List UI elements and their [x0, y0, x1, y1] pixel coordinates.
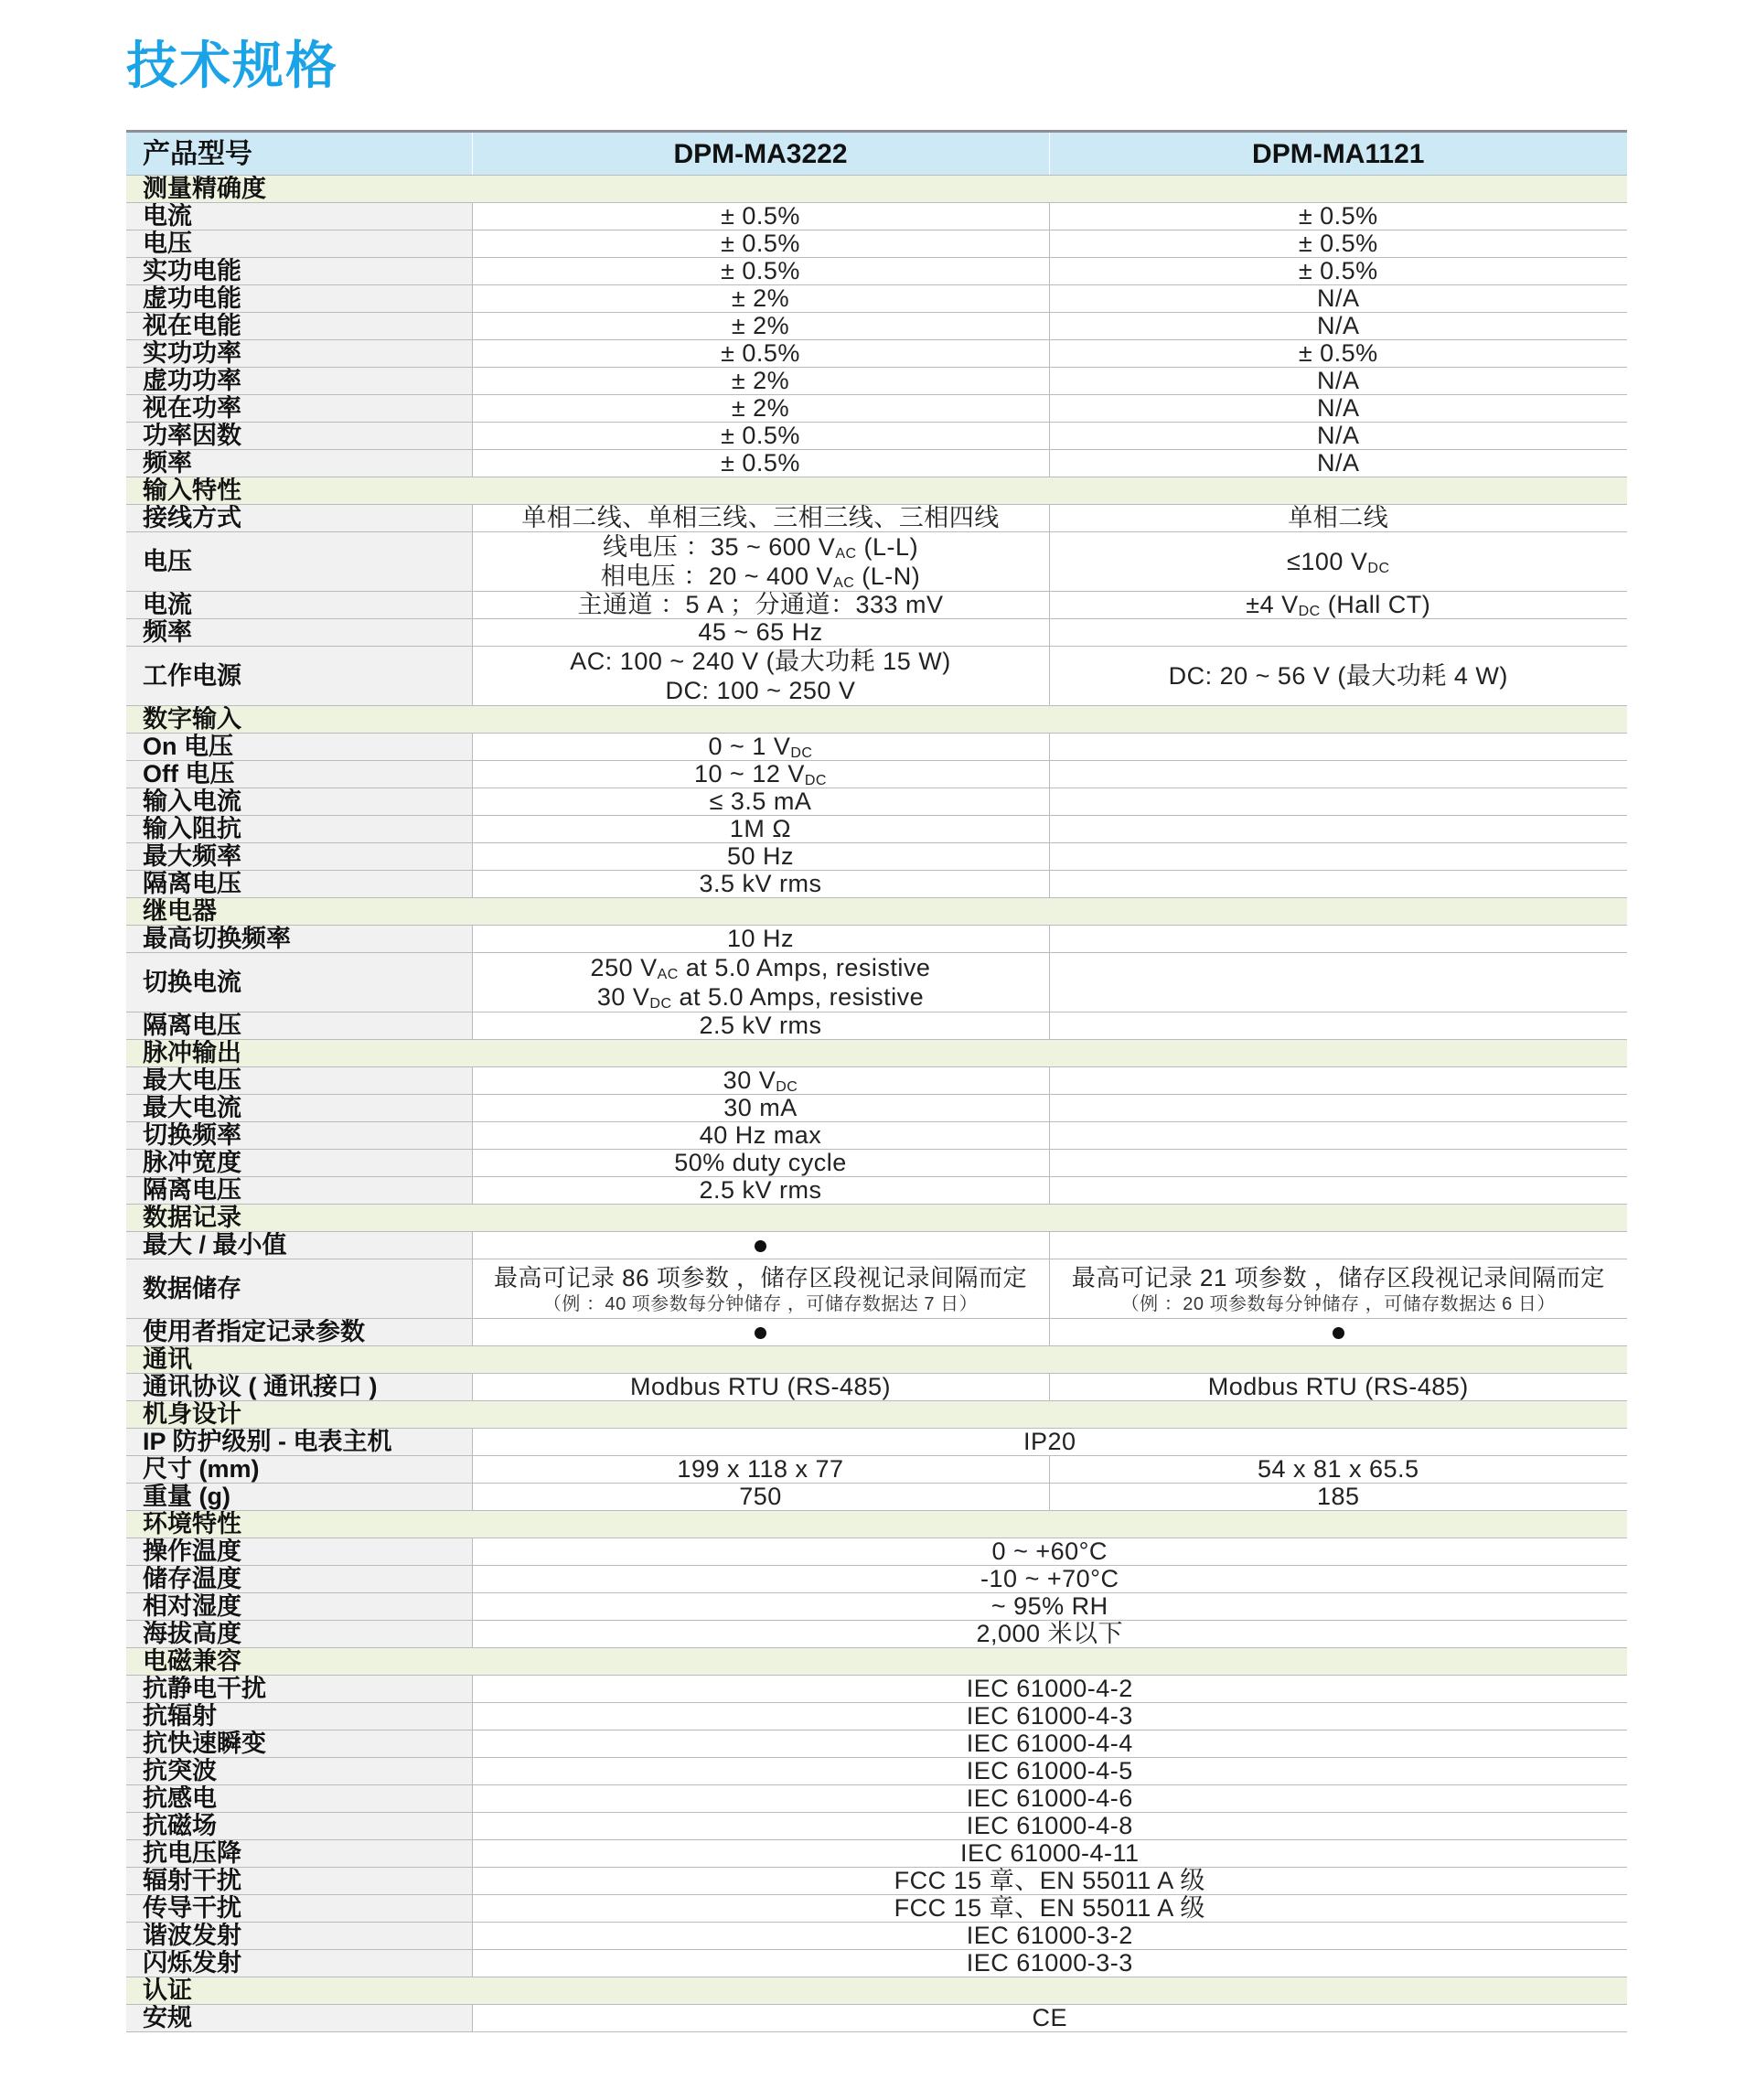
model-a-header: DPM-MA3222: [472, 132, 1049, 176]
row-label: 切换电流: [126, 953, 472, 1012]
text: (Hall CT): [1320, 591, 1431, 618]
section-input-title: 输入特性: [126, 477, 1627, 505]
value-b: [1049, 619, 1627, 647]
text: 相电压 ：20 ~ 400 V: [600, 562, 834, 590]
table-row: [126, 1923, 1627, 1950]
table-row: [126, 203, 1627, 230]
value-span: IEC 61000-4-5: [472, 1758, 1627, 1785]
value-line: 最高可记录 21 项参数 ，储存区段视记录间隔而定: [1071, 1264, 1605, 1291]
row-label: 虚功功率: [126, 368, 472, 395]
value-span: 0 ~ +60°C: [472, 1538, 1627, 1566]
subscript: DC: [804, 773, 827, 788]
subscript: DC: [776, 1079, 798, 1095]
bullet-dot-icon: [755, 1240, 766, 1252]
value-b: 单相二线: [1049, 505, 1627, 532]
table-row: [126, 647, 1627, 706]
value-span: 2,000 米以下: [472, 1621, 1627, 1648]
value-b: [1049, 1067, 1627, 1095]
value-a: 40 Hz max: [472, 1122, 1049, 1150]
row-label: 最高切换频率: [126, 926, 472, 953]
section-relay-title: 继电器: [126, 898, 1627, 926]
table-row: [126, 313, 1627, 340]
value-line: [473, 532, 1049, 562]
value-line: 最高可记录 86 项参数 ，储存区段视记录间隔而定: [493, 1264, 1028, 1291]
value-span: IP20: [472, 1429, 1627, 1456]
subscript: AC: [657, 967, 679, 982]
table-row: [126, 1456, 1627, 1484]
value-note: （例 ：20 项参数每分钟储存 ，可储存数据达 6 日）: [1120, 1294, 1556, 1314]
text: ±4 V: [1246, 591, 1299, 618]
value-a: 主通道 ：5 A ；分通道：333 mV: [472, 592, 1049, 619]
table-row: [126, 368, 1627, 395]
value-a: [472, 1319, 1049, 1346]
table-row: [126, 953, 1627, 1012]
section-emc-title: 电磁兼容: [126, 1648, 1627, 1676]
value-b: [1049, 1259, 1627, 1319]
value-b: ± 0.5%: [1049, 340, 1627, 368]
value-a: [472, 1067, 1049, 1095]
row-label: 辐射干扰: [126, 1868, 472, 1895]
value-b: [1049, 761, 1627, 788]
table-row: [126, 1374, 1627, 1401]
table-row: [126, 1950, 1627, 1977]
table-row: [126, 532, 1627, 592]
text: 30 V: [723, 1066, 776, 1094]
value-a: 1M Ω: [472, 816, 1049, 843]
row-label: 频率: [126, 619, 472, 647]
value-a: Modbus RTU (RS-485): [472, 1374, 1049, 1401]
value-b: [1049, 1150, 1627, 1177]
row-label: 相对湿度: [126, 1593, 472, 1621]
value-a: ± 2%: [472, 368, 1049, 395]
row-label: 隔离电压: [126, 1012, 472, 1040]
subscript: DC: [1298, 604, 1321, 619]
table-row: [126, 1538, 1627, 1566]
value-b: N/A: [1049, 395, 1627, 423]
value-b: ± 0.5%: [1049, 258, 1627, 285]
section-row: [126, 1977, 1627, 2005]
section-row: [126, 1401, 1627, 1429]
row-label: 输入电流: [126, 788, 472, 816]
row-label: IP 防护级别 - 电表主机: [126, 1429, 472, 1456]
value-a: 45 ~ 65 Hz: [472, 619, 1049, 647]
table-row: [126, 1177, 1627, 1205]
table-row: [126, 1621, 1627, 1648]
value-a: ± 0.5%: [472, 423, 1049, 450]
value-a: ± 2%: [472, 395, 1049, 423]
text: (L-L): [856, 533, 919, 561]
row-label: 数据储存: [126, 1259, 472, 1319]
table-row: [126, 1012, 1627, 1040]
value-a: ± 0.5%: [472, 230, 1049, 258]
row-label: 输入阻抗: [126, 816, 472, 843]
table-row: [126, 395, 1627, 423]
value-a: 2.5 kV rms: [472, 1177, 1049, 1205]
value-b: [1049, 953, 1627, 1012]
subscript: DC: [790, 745, 813, 761]
row-label: 使用者指定记录参数: [126, 1319, 472, 1346]
value-line: AC: 100 ~ 240 V (最大功耗 15 W): [570, 648, 951, 675]
value-b: [1049, 1319, 1627, 1346]
value-b: [1049, 1122, 1627, 1150]
table-row: [126, 761, 1627, 788]
table-row: [126, 258, 1627, 285]
value-a: [472, 734, 1049, 761]
table-row: [126, 592, 1627, 619]
value-line: [473, 982, 1049, 1012]
value-b: N/A: [1049, 423, 1627, 450]
section-row: [126, 1511, 1627, 1538]
value-span: IEC 61000-4-8: [472, 1813, 1627, 1840]
value-b: [1049, 926, 1627, 953]
table-row: [126, 1868, 1627, 1895]
value-span: IEC 61000-4-11: [472, 1840, 1627, 1868]
value-a: [472, 647, 1049, 706]
value-b: [1049, 734, 1627, 761]
table-row: [126, 1122, 1627, 1150]
text: ≤100 V: [1287, 548, 1368, 575]
subscript: DC: [1367, 561, 1390, 576]
table-row: [126, 1676, 1627, 1703]
table-row: [126, 2005, 1627, 2032]
value-line: [473, 562, 1049, 591]
value-span: FCC 15 章、EN 55011 A 级: [472, 1868, 1627, 1895]
table-row: [126, 285, 1627, 313]
table-row: [126, 871, 1627, 898]
row-label: 隔离电压: [126, 1177, 472, 1205]
value-b: 54 x 81 x 65.5: [1049, 1456, 1627, 1484]
value-b: [1049, 1177, 1627, 1205]
section-row: [126, 477, 1627, 505]
value-a: [472, 953, 1049, 1012]
section-certification-title: 认证: [126, 1977, 1627, 2005]
value-b: [1049, 788, 1627, 816]
text: 0 ~ 1 V: [708, 733, 791, 760]
row-label: 电压: [126, 532, 472, 592]
row-label: Off 电压: [126, 761, 472, 788]
value-b: N/A: [1049, 313, 1627, 340]
row-label: 重量 (g): [126, 1484, 472, 1511]
text: 10 ~ 12 V: [694, 760, 805, 788]
value-span: IEC 61000-4-6: [472, 1785, 1627, 1813]
table-row: [126, 230, 1627, 258]
section-pulse-output-title: 脉冲输出: [126, 1040, 1627, 1067]
value-a: 750: [472, 1484, 1049, 1511]
table-row: [126, 926, 1627, 953]
row-label: 频率: [126, 450, 472, 477]
value-a: 单相二线、单相三线、三相三线、三相四线: [472, 505, 1049, 532]
row-label: 实功功率: [126, 340, 472, 368]
row-label: 抗快速瞬变: [126, 1730, 472, 1758]
value-a: ± 0.5%: [472, 450, 1049, 477]
row-label: 通讯协议 ( 通讯接口 ): [126, 1374, 472, 1401]
row-label: 传导干扰: [126, 1895, 472, 1923]
row-label: 最大 / 最小值: [126, 1232, 472, 1259]
row-label: 切换频率: [126, 1122, 472, 1150]
value-b: [1049, 1012, 1627, 1040]
row-label: 抗辐射: [126, 1703, 472, 1730]
row-label: 最大频率: [126, 843, 472, 871]
row-label: 闪烁发射: [126, 1950, 472, 1977]
table-row: [126, 1785, 1627, 1813]
value-b: N/A: [1049, 285, 1627, 313]
section-environment-title: 环境特性: [126, 1511, 1627, 1538]
section-row: [126, 706, 1627, 734]
value-span: ~ 95% RH: [472, 1593, 1627, 1621]
table-row: [126, 340, 1627, 368]
value-b: ± 0.5%: [1049, 230, 1627, 258]
row-label: On 电压: [126, 734, 472, 761]
table-row: [126, 843, 1627, 871]
table-row: [126, 1758, 1627, 1785]
row-label: 储存温度: [126, 1566, 472, 1593]
table-row: [126, 1429, 1627, 1456]
text: at 5.0 Amps, resistive: [678, 954, 931, 981]
row-label: 操作温度: [126, 1538, 472, 1566]
row-label: 最大电压: [126, 1067, 472, 1095]
value-span: IEC 61000-3-3: [472, 1950, 1627, 1977]
row-label: 隔离电压: [126, 871, 472, 898]
table-row: [126, 816, 1627, 843]
value-b: [1049, 1232, 1627, 1259]
text: (L-N): [854, 562, 921, 590]
value-b: ± 0.5%: [1049, 203, 1627, 230]
value-a: 50 Hz: [472, 843, 1049, 871]
table-row: [126, 734, 1627, 761]
value-span: IEC 61000-4-4: [472, 1730, 1627, 1758]
value-b: N/A: [1049, 368, 1627, 395]
value-a: [472, 532, 1049, 592]
section-row: [126, 1346, 1627, 1374]
table-row: [126, 1150, 1627, 1177]
section-accuracy-title: 测量精确度: [126, 176, 1627, 203]
value-b: [1049, 592, 1627, 619]
spec-table: [126, 130, 1627, 2032]
text: 线电压 ：35 ~ 600 V: [602, 533, 836, 561]
value-a: [472, 1232, 1049, 1259]
table-row: [126, 1730, 1627, 1758]
value-a: ≤ 3.5 mA: [472, 788, 1049, 816]
value-a: 2.5 kV rms: [472, 1012, 1049, 1040]
row-label: 接线方式: [126, 505, 472, 532]
text: 250 V: [590, 954, 658, 981]
value-a: 3.5 kV rms: [472, 871, 1049, 898]
value-span: IEC 61000-3-2: [472, 1923, 1627, 1950]
row-label: 视在功率: [126, 395, 472, 423]
row-label: 虚功电能: [126, 285, 472, 313]
value-b: DC: 20 ~ 56 V (最大功耗 4 W): [1049, 647, 1627, 706]
value-a: 50% duty cycle: [472, 1150, 1049, 1177]
row-label: 安规: [126, 2005, 472, 2032]
value-span: CE: [472, 2005, 1627, 2032]
section-communication-title: 通讯: [126, 1346, 1627, 1374]
text: 30 V: [596, 983, 650, 1011]
value-b: [1049, 871, 1627, 898]
value-b: 185: [1049, 1484, 1627, 1511]
value-a: [472, 1259, 1049, 1319]
row-label: 视在电能: [126, 313, 472, 340]
bullet-dot-icon: [755, 1327, 766, 1339]
row-label: 功率因数: [126, 423, 472, 450]
table-row: [126, 505, 1627, 532]
section-row: [126, 1205, 1627, 1232]
section-row: [126, 1040, 1627, 1067]
value-a: ± 2%: [472, 285, 1049, 313]
model-b-header: DPM-MA1121: [1049, 132, 1627, 176]
row-label: 抗静电干扰: [126, 1676, 472, 1703]
value-a: ± 0.5%: [472, 340, 1049, 368]
value-b: [1049, 1095, 1627, 1122]
table-row: [126, 619, 1627, 647]
value-a: 30 mA: [472, 1095, 1049, 1122]
row-label: 脉冲宽度: [126, 1150, 472, 1177]
text: at 5.0 Amps, resistive: [671, 983, 925, 1011]
row-label: 电压: [126, 230, 472, 258]
value-span: FCC 15 章、EN 55011 A 级: [472, 1895, 1627, 1923]
subscript: AC: [835, 546, 857, 562]
value-span: IEC 61000-4-2: [472, 1676, 1627, 1703]
section-body-title: 机身设计: [126, 1401, 1627, 1429]
table-row: [126, 1593, 1627, 1621]
header-label: 产品型号: [126, 132, 472, 176]
table-row: [126, 1566, 1627, 1593]
row-label: 抗磁场: [126, 1813, 472, 1840]
section-row: [126, 1648, 1627, 1676]
table-row: [126, 450, 1627, 477]
row-label: 抗突波: [126, 1758, 472, 1785]
header-row: [126, 132, 1627, 176]
subscript: DC: [649, 996, 672, 1012]
value-b: [1049, 843, 1627, 871]
value-a: ± 2%: [472, 313, 1049, 340]
table-row: [126, 1319, 1627, 1346]
row-label: 谐波发射: [126, 1923, 472, 1950]
table-row: [126, 1703, 1627, 1730]
value-line: DC: 100 ~ 250 V: [665, 677, 856, 704]
value-b: [1049, 816, 1627, 843]
row-label: 抗电压降: [126, 1840, 472, 1868]
value-a: ± 0.5%: [472, 258, 1049, 285]
page-title: 技术规格: [126, 37, 338, 96]
row-label: 电流: [126, 592, 472, 619]
table-row: [126, 423, 1627, 450]
table-row: [126, 1067, 1627, 1095]
row-label: 实功电能: [126, 258, 472, 285]
row-label: 抗感电: [126, 1785, 472, 1813]
row-label: 最大电流: [126, 1095, 472, 1122]
table-row: [126, 1232, 1627, 1259]
row-label: 工作电源: [126, 647, 472, 706]
value-b: Modbus RTU (RS-485): [1049, 1374, 1627, 1401]
section-digital-input-title: 数字输入: [126, 706, 1627, 734]
value-b: [1049, 532, 1627, 592]
section-row: [126, 898, 1627, 926]
value-a: [472, 761, 1049, 788]
section-row: [126, 176, 1627, 203]
row-label: 电流: [126, 203, 472, 230]
subscript: AC: [833, 575, 855, 591]
bullet-dot-icon: [1333, 1327, 1344, 1339]
value-a: 199 x 118 x 77: [472, 1456, 1049, 1484]
value-note: （例 ：40 项参数每分钟储存 ，可储存数据达 7 日）: [542, 1294, 979, 1314]
table-row: [126, 1840, 1627, 1868]
value-line: [473, 953, 1049, 982]
value-a: ± 0.5%: [472, 203, 1049, 230]
section-data-logging-title: 数据记录: [126, 1205, 1627, 1232]
table-row: [126, 1259, 1627, 1319]
value-a: 10 Hz: [472, 926, 1049, 953]
value-b: N/A: [1049, 450, 1627, 477]
table-row: [126, 1895, 1627, 1923]
row-label: 尺寸 (mm): [126, 1456, 472, 1484]
table-row: [126, 1813, 1627, 1840]
table-row: [126, 788, 1627, 816]
table-row: [126, 1095, 1627, 1122]
row-label: 海拔高度: [126, 1621, 472, 1648]
value-span: IEC 61000-4-3: [472, 1703, 1627, 1730]
value-span: -10 ~ +70°C: [472, 1566, 1627, 1593]
table-row: [126, 1484, 1627, 1511]
